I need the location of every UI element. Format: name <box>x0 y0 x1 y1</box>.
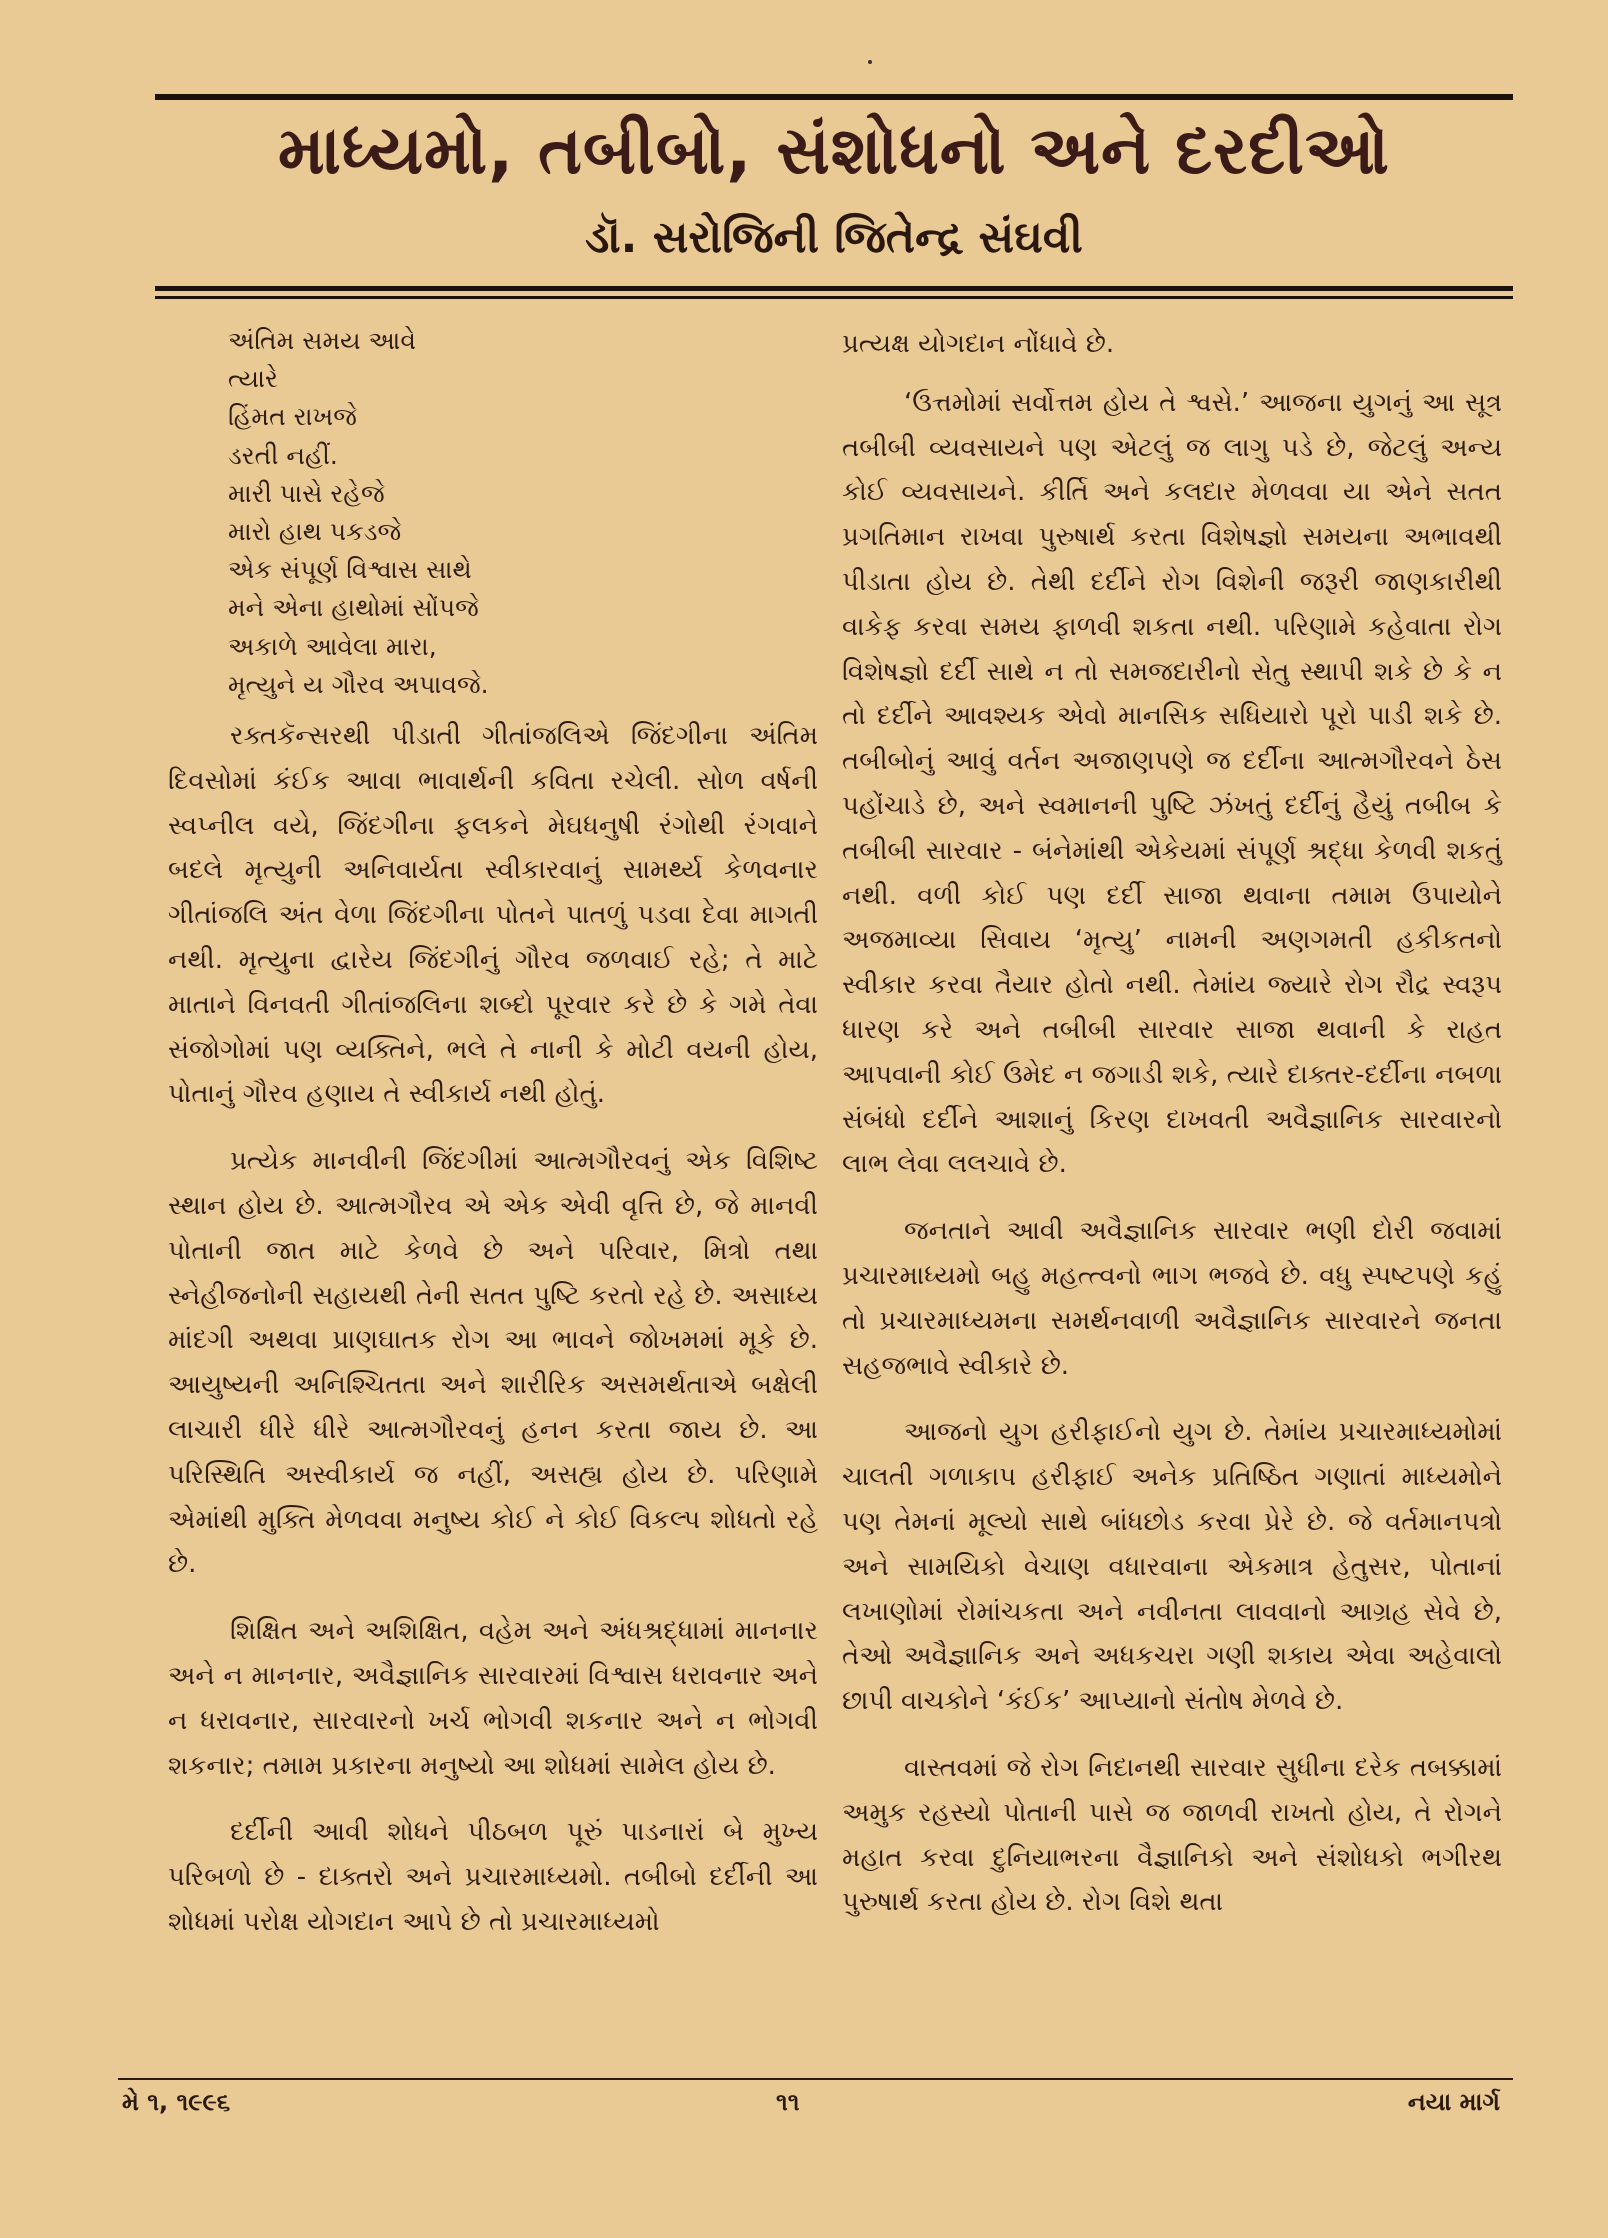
right-column <box>842 322 1502 1947</box>
footer-rule <box>118 2078 1513 2080</box>
paragraph: આજનો યુગ હરીફાઈનો યુગ છે. તેમાંય પ્રચારમાધ્યમોમાં ચાલતી ગળાકાપ હરીફાઈ અનેક પ્રતિષ્ઠિત ગણાતાં માધ્યમોને પણ તેમનાં મૂલ્યો સાથે બાંધછોડ કરવા પ્રેરે છે. જે વર્તમાનપત્રો અને સામયિકો વેચાણ વધારવાના એકમાત્ર હેતુસર, પોતાનાં લખાણોમાં રોમાંચકતા અને નવીનતા લાવવાનો આગ્રહ સેવે છે, તેઓ અવૈજ્ઞાનિક અને અધકચરા ગણી શકાય એવા અહેવાલો છાપી વાચકોને ‘કંઈક’ આપ્યાનો સંતોષ મેળવે છે. <box>842 1417 1502 1717</box>
poem-line: ડરતી નહીં. <box>228 440 338 470</box>
poem-line: એક સંપૂર્ણ વિશ્વાસ સાથે <box>228 555 472 585</box>
title-rule-bottom <box>155 296 1513 299</box>
paragraph: દર્દીની આવી શોધને પીઠબળ પૂરું પાડનારાં બે મુખ્ય પરિબળો છે - દાક્તરો અને પ્રચારમાધ્યમો. તબીબો દર્દીની આ શોધમાં પરોક્ષ યોગદાન આપે છે તો પ્રચારમાધ્યમો <box>168 1817 819 1937</box>
paragraph: જનતાને આવી અવૈજ્ઞાનિક સારવાર ભણી દોરી જવામાં પ્રચારમાધ્યમો બહુ મહત્ત્વનો ભાગ ભજવે છે. વધુ સ્પષ્ટપણે કહું તો પ્રચારમાધ્યમના સમર્થનવાળી અવૈજ્ઞાનિક સારવારને જનતા સહજભાવે સ્વીકારે છે. <box>842 1216 1502 1381</box>
poem-line: મૃત્યુને ય ગૌરવ અપાવજે. <box>228 669 489 699</box>
poem-line: મારી પાસે રહેજે <box>228 478 385 508</box>
poem-line: ત્યારે <box>228 364 278 394</box>
print-speck <box>868 60 872 64</box>
article-title: માધ્યમો, તબીબો, સંશોધનો અને દરદીઓ <box>278 112 1390 189</box>
paragraph: શિક્ષિત અને અશિક્ષિત, વહેમ અને અંધશ્રદ્ધામાં માનનાર અને ન માનનાર, અવૈજ્ઞાનિક સારવારમાં વિશ્વાસ ધરાવનાર અને ન ધરાવનાર, સારવારનો ખર્ચ ભોગવી શકનાર અને ન ભોગવી શકનાર; તમામ પ્રકારના મનુષ્યો આ શોધમાં સામેલ હોય છે. <box>168 1616 818 1781</box>
poem-line: મને એના હાથોમાં સોંપજે <box>228 593 479 623</box>
top-rule <box>155 94 1513 100</box>
page-number: ૧૧ <box>776 2088 800 2116</box>
paragraph: રક્તકૅન્સરથી પીડાતી ગીતાંજલિએ જિંદગીના અંતિમ દિવસોમાં કંઈક આવા ભાવાર્થની કવિતા રચેલી. સોળ વર્ષની સ્વપ્નીલ વયે, જિંદગીના ફલકને મેઘધનુષી રંગોથી રંગવાને બદલે મૃત્યુની અનિવાર્યતા સ્વીકારવાનું સામર્થ્ય કેળવનાર ગીતાંજલિ અંત વેળા જિંદગીના પોતને પાતળું પડવા દેવા માગતી નથી. મૃત્યુના દ્વારેય જિંદગીનું ગૌરવ જળવાઈ રહે; તે માટે માતાને વિનવતી ગીતાંજલિના શબ્દો પૂરવાર કરે છે કે ગમે તેવા સંજોગોમાં પણ વ્યક્તિને, ભલે તે નાની કે મોટી વયની હોય, પોતાનું ગૌરવ હણાય તે સ્વીકાર્ય નથી હોતું. <box>168 721 818 1110</box>
paragraph: વાસ્તવમાં જે રોગ નિદાનથી સારવાર સુધીના દરેક તબક્કામાં અમુક રહસ્યો પોતાની પાસે જ જાળવી રાખતો હોય, તે રોગને મહાત કરવા દુનિયાભરના વૈજ્ઞાનિકો અને સંશોધકો ભગીરથ પુરુષાર્થ કરતા હોય છે. રોગ વિશે થતા <box>842 1752 1502 1918</box>
poem-line: મારો હાથ પકડજે <box>228 517 402 547</box>
poem-line: અંતિમ સમય આવે <box>228 326 416 355</box>
poem <box>228 322 818 704</box>
paragraph: પ્રત્યેક માનવીની જિંદગીમાં આત્મગૌરવનું એક વિશિષ્ટ સ્થાન હોય છે. આત્મગૌરવ એ એક એવી વૃત્તિ છે, જે માનવી પોતાની જાત માટે કેળવે છે અને પરિવાર, મિત્રો તથા સ્નેહીજનોની સહાયથી તેની સતત પુષ્ટિ કરતો રહે છે. અસાધ્ય માંદગી અથવા પ્રાણઘાતક રોગ આ ભાવને જોખમમાં મૂકે છે. આયુષ્યની અનિશ્ચિતતા અને શારીરિક અસમર્થતાએ બક્ષેલી લાચારી ધીરે ધીરે આત્મગૌરવનું હનન કરતા જાય છે. આ પરિસ્થિતિ અસ્વીકાર્ય જ નહીં, અસહ્ય હોય છે. પરિણામે એમાંથી મુક્તિ મેળવવા મનુષ્ય કોઈ ને કોઈ વિકલ્પ શોધતો રહે છે. <box>168 1146 818 1580</box>
author-name: ડૉ. સરોજિની જિતેન્દ્ર સંઘવી <box>585 212 1083 263</box>
poem-line: હિંમત રાખજે <box>228 402 357 432</box>
left-column <box>168 322 818 1967</box>
title-rule-top <box>155 286 1513 291</box>
paragraph: પ્રત્યક્ષ યોગદાન નોંધાવે છે. <box>842 329 1115 359</box>
issue-date: મે ૧, ૧૯૯૬ <box>122 2088 231 2116</box>
magazine-name: નયા માર્ગ <box>1407 2088 1500 2116</box>
poem-line: અકાળે આવેલા મારા, <box>228 631 437 661</box>
paragraph: ‘ઉત્તમોમાં સર્વોત્તમ હોય તે શ્વસે.’ આજના યુગનું આ સૂત્ર તબીબી વ્યવસાયને પણ એટલું જ લાગુ પડે છે, જેટલું અન્ય કોઈ વ્યવસાયને. કીર્તિ અને કલદાર મેળવવા યા એને સતત પ્રગતિમાન રાખવા પુરુષાર્થ કરતા વિશેષજ્ઞો સમયના અભાવથી પીડાતા હોય છે. તેથી દર્દીને રોગ વિશેની જરૂરી જાણકારીથી વાકેફ કરવા સમય ફાળવી શકતા નથી. પરિણામે કહેવાતા રોગ વિશેષજ્ઞો દર્દી સાથે ન તો સમજદારીનો સેતુ સ્થાપી શકે છે કે ન તો દર્દીને આવશ્યક એવો માનસિક સધિયારો પૂરો પાડી શકે છે. તબીબોનું આવું વર્તન અજાણપણે જ દર્દીના આત્મગૌરવને ઠેસ પહોંચાડે છે, અને સ્વમાનની પુષ્ટિ ઝંખતું દર્દીનું હૈયું તબીબ કે તબીબી સારવાર - બંનેમાંથી એકેયમાં સંપૂર્ણ શ્રદ્ધા કેળવી શકતું નથી. વળી કોઈ પણ દર્દી સાજા થવાના તમામ ઉપાયોને અજમાવ્યા સિવાય ‘મૃત્યુ’ નામની અણગમતી હકીકતનો સ્વીકાર કરવા તૈયાર હોતો નથી. તેમાંય જ્યારે રોગ રૌદ્ર સ્વરૂપ ધારણ કરે અને તબીબી સારવાર સાજા થવાની કે રાહત આપવાની કોઈ ઉમેદ ન જગાડી શકે, ત્યારે દાક્તર-દર્દીના નબળા સંબંધો દર્દીને આશાનું કિરણ દાખવતી અવૈજ્ઞાનિક સારવારનો લાભ લેવા લલચાવે છે. <box>842 387 1502 1180</box>
